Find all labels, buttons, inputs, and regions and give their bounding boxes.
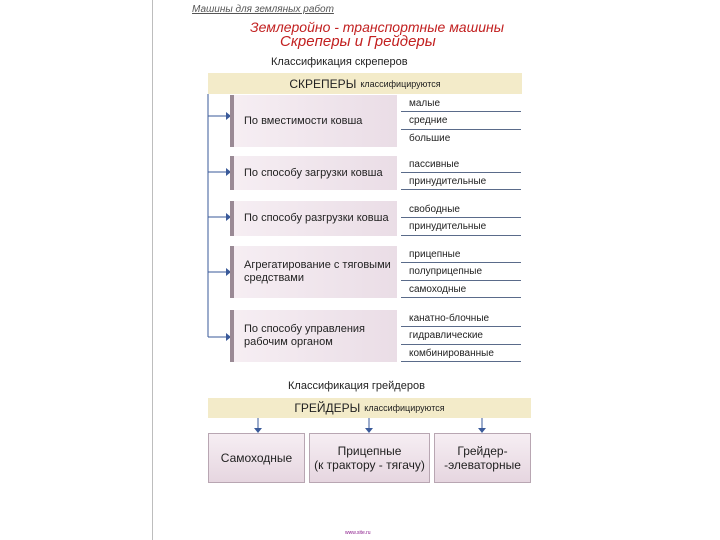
option-forced-unloading: принудительные: [401, 218, 521, 236]
scrapers-banner-small: классифицируются: [360, 78, 441, 89]
graders-heading: Классификация грейдеров: [288, 380, 425, 392]
category-aggregation: Агрегатирование с тяговыми средствами: [230, 246, 397, 298]
option-free: свободные: [401, 201, 521, 218]
page-title: Землеройно - транспортные машины: [250, 19, 504, 35]
option-forced-loading: принудительные: [401, 173, 521, 190]
option-combined: комбинированные: [401, 345, 521, 362]
category-unloading-method: По способу разгрузки ковша: [230, 201, 397, 236]
option-trailed: прицепные: [401, 246, 521, 263]
graders-banner: [208, 398, 531, 418]
category-control-method: По способу управления рабочим органом: [230, 310, 397, 362]
option-rope-block: канатно-блочные: [401, 310, 521, 327]
option-large: большие: [409, 133, 451, 144]
option-medium: средние: [401, 112, 521, 130]
category-bucket-capacity: По вместимости ковша: [230, 95, 397, 147]
scrapers-heading: Классификация скреперов: [271, 56, 408, 68]
graders-banner-main: ГРЕЙДЕРЫ: [294, 401, 361, 415]
option-self-propelled: самоходные: [401, 281, 521, 298]
grader-elevator: Грейдер- -элеваторные: [434, 433, 531, 483]
option-passive: пассивные: [401, 156, 521, 173]
option-small: малые: [401, 95, 521, 112]
breadcrumb: Машины для земляных работ: [192, 4, 334, 15]
option-hydraulic: гидравлические: [401, 327, 521, 345]
page-subtitle: Скреперы и Грейдеры: [280, 33, 436, 50]
grader-self-propelled: Самоходные: [208, 433, 305, 483]
grader-trailed: Прицепные (к трактору - тягачу): [309, 433, 430, 483]
branch-arrows: [208, 112, 231, 341]
scrapers-banner-main: СКРЕПЕРЫ: [289, 76, 357, 91]
option-semi-trailed: полуприцепные: [401, 263, 521, 281]
graders-banner-small: классифицируются: [364, 403, 445, 413]
footer-mark: www.site.ru: [345, 530, 371, 536]
category-loading-method: По способу загрузки ковша: [230, 156, 397, 190]
grader-arrows: [254, 418, 486, 433]
